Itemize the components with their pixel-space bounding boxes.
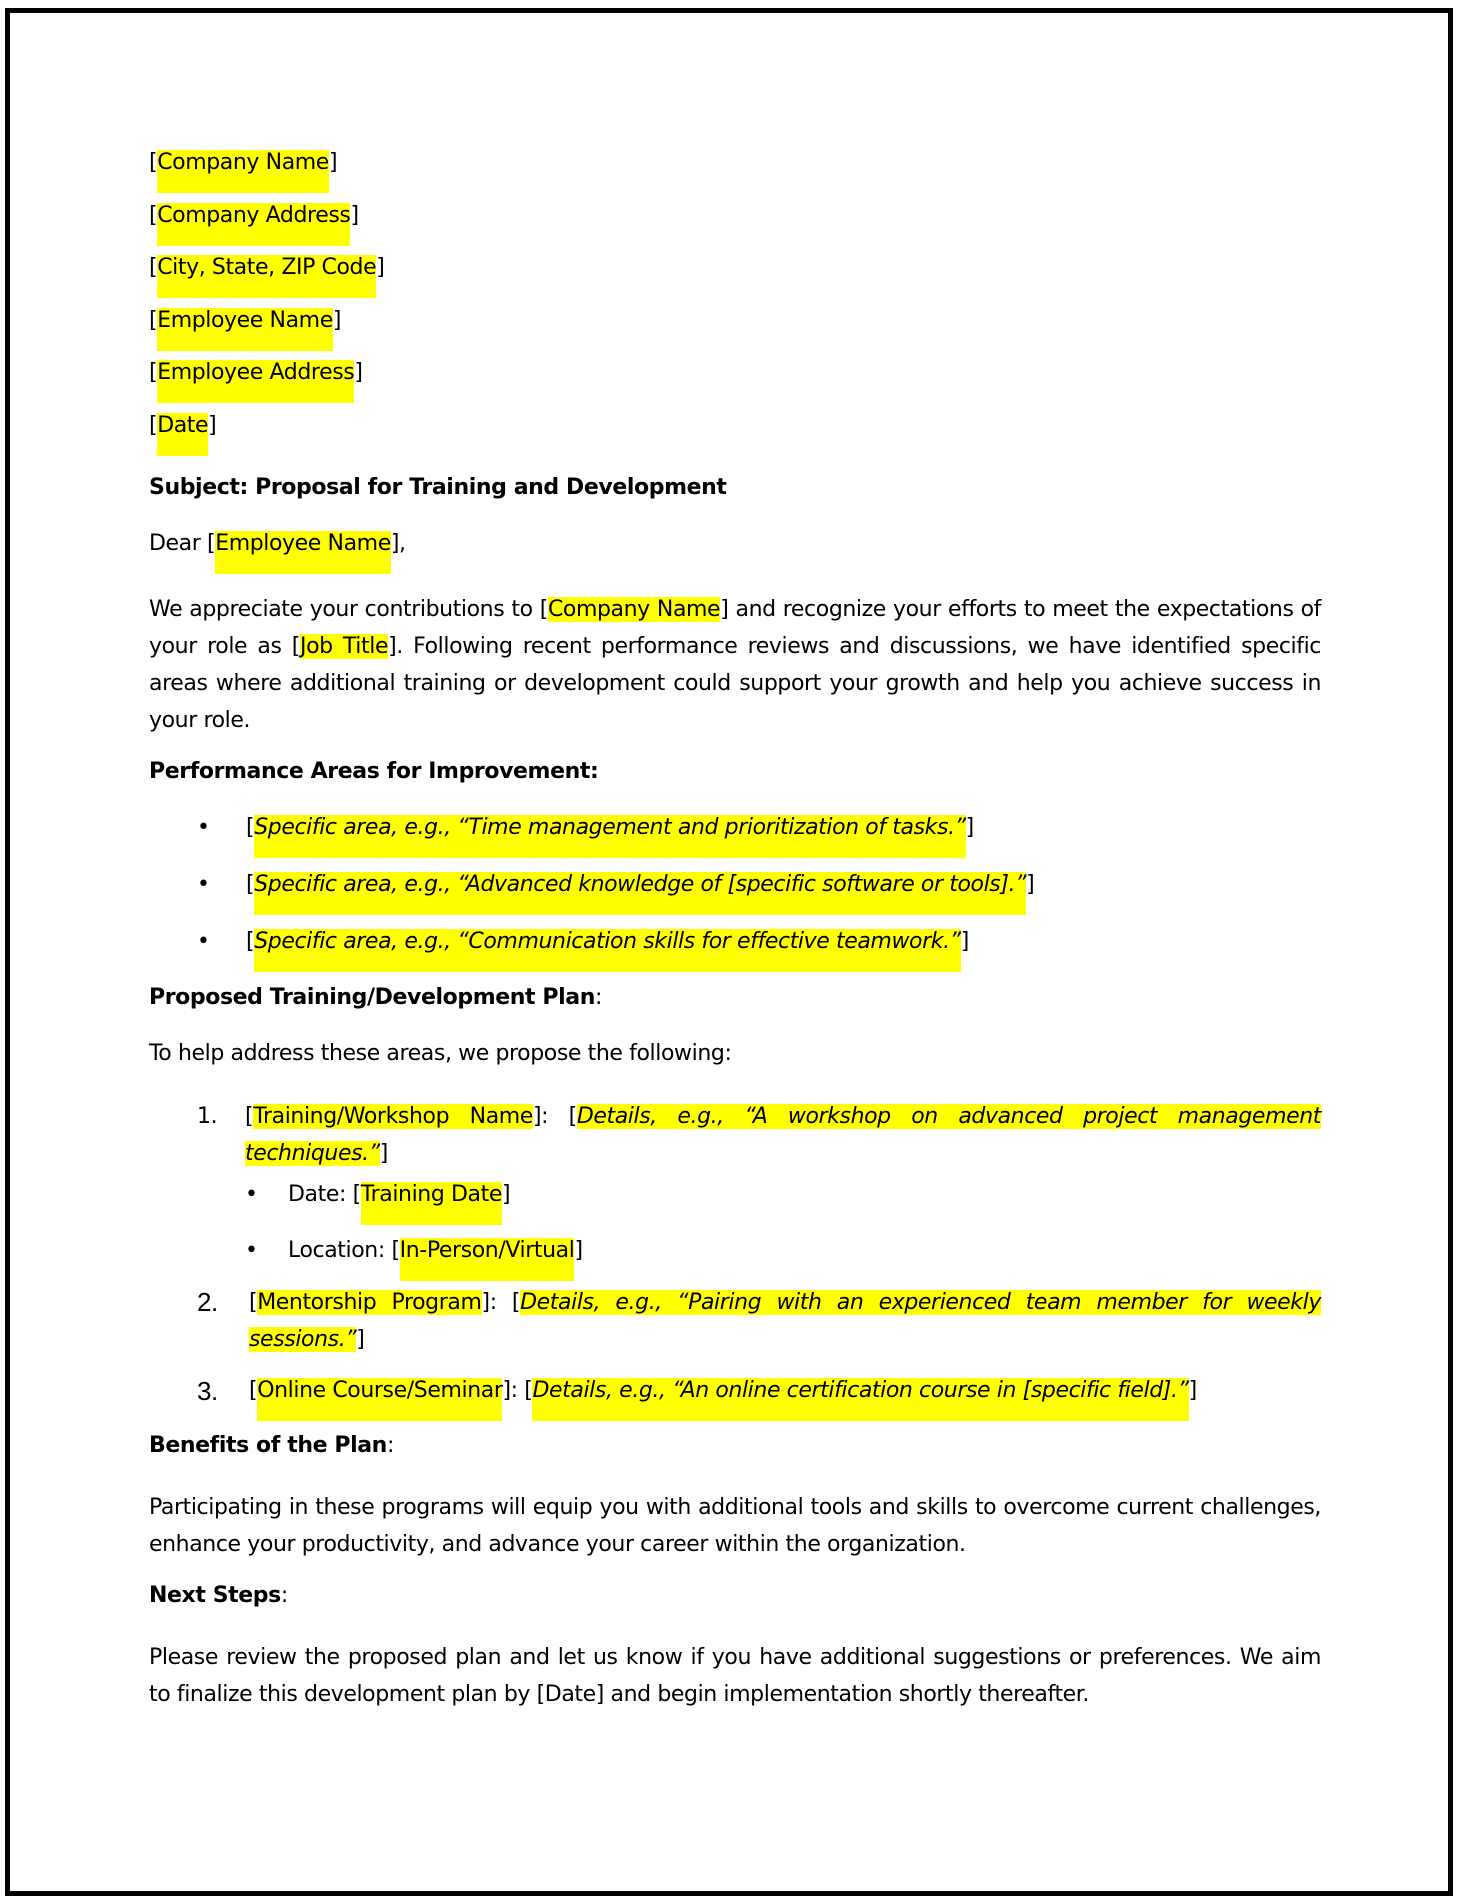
- placeholder-intro-company: Company Name: [547, 597, 721, 622]
- list-item: • [Specific area, e.g., “Communication skills for effective teamwork.”]: [149, 929, 1321, 986]
- sub-label: Date:: [288, 1182, 346, 1207]
- plan-item-3: 3. [Online Course/Seminar]: [Details, e.g., “An online certification course in [specific field].”]: [149, 1378, 1321, 1434]
- placeholder-company-address: Company Address: [157, 203, 350, 246]
- list-number: 1.: [197, 1104, 218, 1129]
- placeholder-mentorship-details: Details, e.g., “Pairing with an experienced team member for weekly sessions.”: [249, 1290, 1321, 1352]
- date-line: [Date]: [149, 413, 1321, 466]
- placeholder-performance-area: Specific area, e.g., “Communication skills for effective teamwork.”: [254, 929, 961, 972]
- next-steps-heading-line: Next Steps:: [149, 1583, 288, 1608]
- list-item: • Date: [Training Date]: [149, 1182, 1321, 1238]
- list-item: • Location: [In-Person/Virtual]: [149, 1238, 1321, 1294]
- performance-heading: Performance Areas for Improvement:: [149, 759, 599, 784]
- next-steps-paragraph: Please review the proposed plan and let us know if you have additional suggestions or preferences. We aim to finalize this development plan by [Date] and begin implementation shortly thereafter.: [149, 1645, 1321, 1707]
- placeholder-training-name: Training/Workshop Name: [253, 1104, 533, 1129]
- intro-part1: We appreciate your contributions to: [149, 597, 533, 622]
- placeholder-performance-area: Specific area, e.g., “Time management and prioritization of tasks.”: [254, 815, 965, 858]
- plan-list: [149, 1098, 1321, 1434]
- next-steps-heading: Next Steps: [149, 1583, 281, 1608]
- placeholder-date: Date: [157, 413, 208, 456]
- placeholder-course-details: Details, e.g., “An online certification course in [specific field].”: [532, 1378, 1188, 1421]
- placeholder-company-name: Company Name: [157, 150, 329, 193]
- bullet-icon: •: [197, 815, 210, 840]
- employee-name-line: [Employee Name]: [149, 308, 1321, 361]
- list-number: 3.: [197, 1376, 218, 1406]
- placeholder-employee-name: Employee Name: [157, 308, 333, 351]
- placeholder-job-title: Job Title: [299, 634, 389, 659]
- plan-intro: To help address these areas, we propose the following:: [149, 1041, 732, 1066]
- placeholder-training-location: In-Person/Virtual: [400, 1238, 575, 1281]
- list-item: • [Specific area, e.g., “Advanced knowledge of [specific software or tools].”]: [149, 872, 1321, 929]
- intro-paragraph: We appreciate your contributions to [Company Name] and recognize your efforts to meet the expectations of your role as [Job Title]. Following recent performance reviews and discussions, we have identified specific areas where additional training or development could support your growth and help you achieve success in your role.: [149, 597, 1322, 733]
- plan-heading: Proposed Training/Development Plan: [149, 985, 595, 1010]
- intro-part2: and recognize your efforts to meet the expectations of your role as: [149, 597, 1322, 659]
- bullet-icon: •: [245, 1182, 258, 1207]
- placeholder-training-details: Details, e.g., “A workshop on advanced project management techniques.”: [245, 1104, 1321, 1166]
- plan-item-2: 2. [Mentorship Program]: [Details, e.g., “Pairing with an experienced team member for weekly sessions.”]: [149, 1284, 1321, 1358]
- salutation-prefix: Dear: [149, 531, 201, 556]
- placeholder-performance-area: Specific area, e.g., “Advanced knowledge of [specific software or tools].”: [254, 872, 1026, 915]
- subject-line: Subject: Proposal for Training and Development: [149, 475, 727, 500]
- document-page: [5, 8, 1453, 1896]
- bullet-icon: •: [197, 929, 210, 954]
- company-name-line: [Company Name]: [149, 150, 1321, 203]
- list-number: 2.: [197, 1287, 218, 1317]
- employee-address-line: [Employee Address]: [149, 360, 1321, 413]
- intro-part3: . Following recent performance reviews and discussions, we have identified specific areas where additional training or development could support your growth and help you achieve success in your role.: [149, 634, 1321, 733]
- plan-item-1: 1. [Training/Workshop Name]: [Details, e.g., “A workshop on advanced project management techniques.”] • Date: [Training Date] • Location: [In-Person/Virtual]: [149, 1098, 1321, 1294]
- placeholder-salutation-name: Employee Name: [215, 531, 391, 574]
- placeholder-employee-address: Employee Address: [157, 360, 354, 403]
- city-state-zip-line: [City, State, ZIP Code]: [149, 255, 1321, 308]
- placeholder-training-date: Training Date: [361, 1182, 502, 1225]
- plan-heading-line: Proposed Training/Development Plan:: [149, 985, 602, 1010]
- letter-body: [149, 150, 1321, 1713]
- list-item: • [Specific area, e.g., “Time management and prioritization of tasks.”]: [149, 815, 1321, 872]
- placeholder-city-state-zip: City, State, ZIP Code: [157, 255, 376, 298]
- sub-label: Location:: [288, 1238, 385, 1263]
- company-address-line: [Company Address]: [149, 203, 1321, 256]
- placeholder-course-name: Online Course/Seminar: [257, 1378, 502, 1421]
- performance-list: [149, 815, 1321, 986]
- benefits-heading-line: Benefits of the Plan:: [149, 1433, 394, 1458]
- bullet-icon: •: [245, 1238, 258, 1263]
- placeholder-mentorship-name: Mentorship Program: [257, 1290, 482, 1315]
- plan-item-1-sublist: [245, 1182, 1321, 1294]
- benefits-paragraph: Participating in these programs will equip you with additional tools and skills to overcome current challenges, enhance your productivity, and advance your career within the organization.: [149, 1495, 1321, 1557]
- salutation: Dear [Employee Name],: [149, 531, 1321, 587]
- bullet-icon: •: [197, 872, 210, 897]
- benefits-heading: Benefits of the Plan: [149, 1433, 387, 1458]
